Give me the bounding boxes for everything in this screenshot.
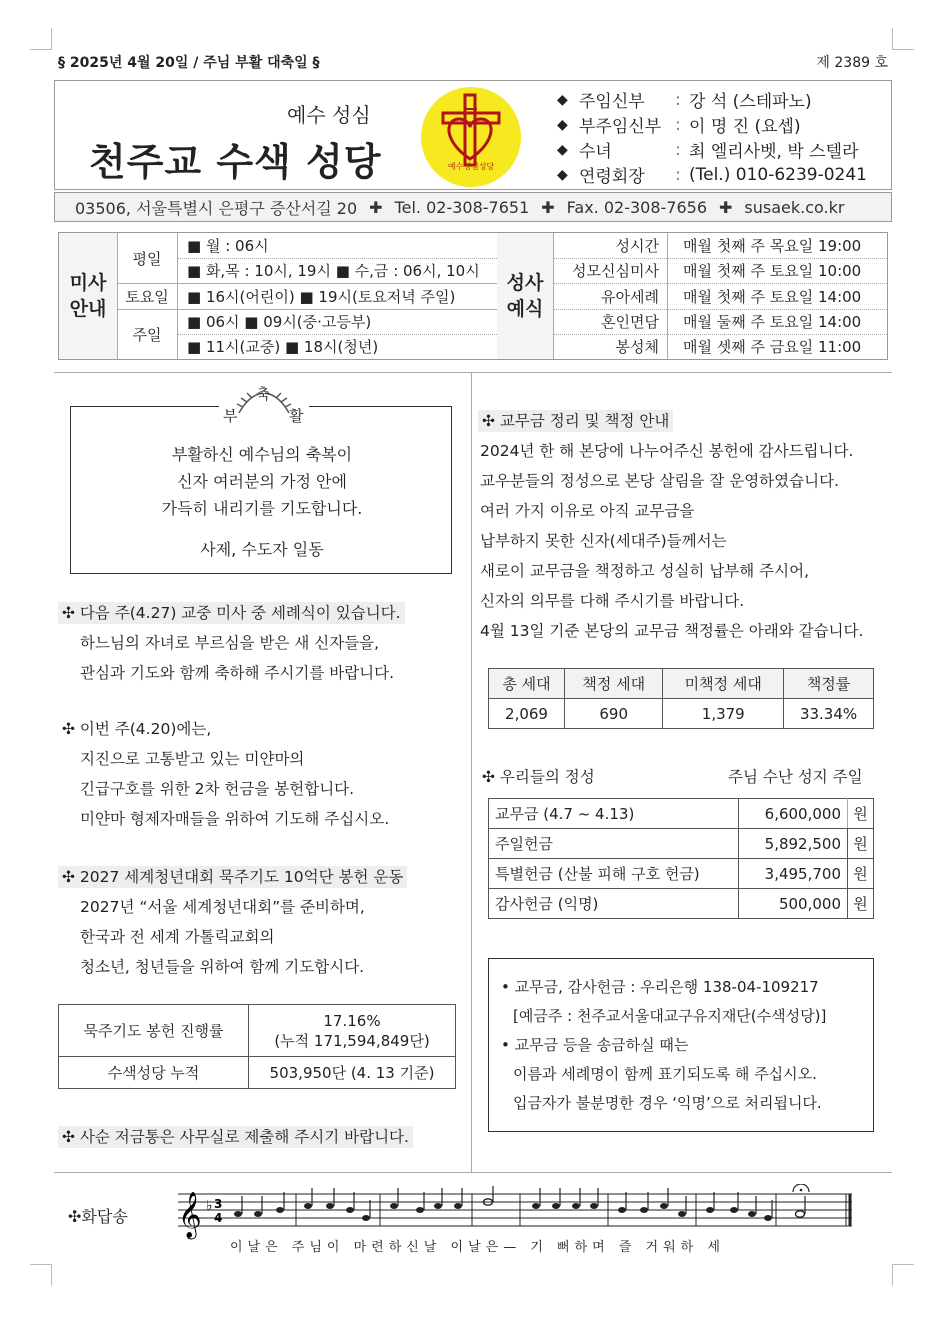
saturday-label: 토요일 (125, 287, 169, 306)
weekday-mass-1: ■ 월 : 06시 (187, 237, 269, 255)
offering-unit: 원 (848, 799, 874, 829)
staff-name: 강 석 (스테파노) (689, 92, 812, 112)
staff-row (557, 112, 887, 137)
offering-unit: 원 (848, 829, 874, 859)
sacrament-time: 매월 둘째 주 토요일 14:00 (683, 313, 862, 331)
sacrament-time: 매월 첫째 주 토요일 14:00 (683, 287, 862, 306)
cross-icon: ✚ (719, 197, 733, 217)
logo-text: 예수성심성당 (447, 162, 495, 171)
payment-account: • 교무금, 감사헌금 : 우리은행 138-04-109217 (501, 978, 819, 996)
parish-rosary-value: 503,950단 (4. 13 기준) (249, 1057, 456, 1089)
table-cell: 2,069 (489, 699, 565, 729)
cross-icon: ✚ (541, 197, 555, 217)
table-cell: 33.34% (784, 699, 874, 729)
sunday-mass-2: ■ 11시(교중) ■ 18시(청년) (187, 338, 379, 356)
offerings-head: ✣ 우리들의 정성 (482, 768, 595, 786)
dues-body: 2024년 한 해 본당에 나누어주신 봉헌에 감사드립니다. 교우분들의 정성으로 본당 살림을 잘 운영하였습니다. 여러 가지 이유로 아직 교무금을 납부하지 못한 신자(세대주)들께서는 새로이 교무금을 책정하고 성실히 납부해 주시어, 신자의 의무를 다해 주시기를 바랍니다. 4월 13일 기준 본당의 교무금 책정률은 아래와 같습니다. (480, 442, 864, 640)
weekday-mass-2: ■ 화,목 : 10시, 19시 ■ 수,금 : 06시, 10시 (187, 262, 480, 280)
table-row (489, 889, 874, 919)
table-row (489, 799, 874, 829)
svg-text:4: 4 (214, 1211, 223, 1225)
staff-row (557, 162, 887, 187)
payment-transfer-detail: 이름과 세례명이 함께 표기되도록 해 주십시오. (513, 1065, 817, 1083)
cross-heart-icon (421, 87, 521, 187)
payment-holder: [예금주 : 천주교서울대교구유지재단(수색성당)] (513, 1007, 827, 1025)
offering-name: 교무금 (4.7 ~ 4.13) (489, 799, 739, 829)
sunday-label: 주일 (132, 325, 162, 344)
staff-name: (Tel.) 010-6239-0241 (689, 164, 867, 185)
easter-line: 가득히 내리기를 기도합니다. (161, 499, 363, 518)
sacrament-name: 유아세례 (601, 287, 659, 306)
bulletin-date: § 2025년 4월 20일 / 주님 부활 대축일 § (58, 55, 320, 71)
staff-role: 주임신부 (579, 92, 645, 112)
payment-transfer: • 교무금 등을 송금하실 때는 (501, 1036, 689, 1054)
offering-amount: 6,600,000 (739, 799, 848, 829)
diamond-icon: ◆ (557, 91, 568, 108)
staff-name: 최 엘리사벳, 박 스텔라 (689, 142, 859, 162)
sacrament-label: 성사 예식 (497, 233, 553, 359)
offering-name: 주일헌금 (489, 829, 739, 859)
easter-title-top: 축 (256, 385, 271, 403)
crop-mark (892, 28, 914, 50)
cross-icon: ✚ (369, 197, 383, 217)
colon: : (675, 114, 681, 135)
easter-greeting-box (70, 385, 452, 574)
offering-amount: 5,892,500 (739, 829, 848, 859)
section-divider (54, 1172, 892, 1173)
diamond-icon: ◆ (557, 166, 568, 183)
staff-role: 연령회장 (579, 167, 645, 187)
bulletin-date-line (58, 50, 888, 74)
column-divider (471, 372, 472, 1172)
staff-role: 수녀 (579, 142, 612, 162)
offering-amount: 500,000 (739, 889, 848, 919)
sacrament-time: 매월 첫째 주 토요일 10:00 (683, 262, 862, 280)
sacrament-time: 매월 셋째 주 금요일 11:00 (683, 338, 862, 356)
sacrament-name: 성시간 (615, 237, 659, 255)
table-cell: 690 (565, 699, 663, 729)
sacrament-name: 혼인면담 (601, 313, 659, 331)
issue-number: 제 2389 호 (816, 55, 888, 71)
address: 03506, 서울특별시 은평구 증산서길 20 (75, 198, 358, 218)
staff-role: 부주임신부 (579, 117, 662, 137)
lent-box-notice: ✣ 사순 저금통은 사무실로 제출해 주시기 바랍니다. (58, 1126, 413, 1148)
staff-name: 이 명 진 (요셉) (689, 117, 801, 137)
offering-unit: 원 (848, 889, 874, 919)
easter-title-right: 활 (289, 407, 304, 425)
mass-schedule (58, 232, 888, 360)
sacrament-name: 성모신심미사 (572, 262, 659, 280)
notice-myanmar-head: ✣ 이번 주(4.20)에는, (62, 720, 212, 738)
address-bar (54, 192, 892, 222)
staff-row (557, 137, 887, 162)
offering-name: 감사헌금 (익명) (489, 889, 739, 919)
offerings-week: 주님 수난 성지 주일 (728, 768, 863, 786)
table-header: 미책정 세대 (663, 669, 784, 699)
easter-signature: 사제, 수도자 일동 (200, 540, 324, 559)
sacrament-name: 봉성체 (615, 338, 659, 356)
saturday-mass: ■ 16시(어린이) ■ 19시(토요저녁 주일) (187, 287, 456, 306)
parish-logo (421, 87, 521, 187)
weekday-label: 평일 (132, 249, 162, 268)
table-cell: 1,379 (663, 699, 784, 729)
parish-rosary-label: 수색성당 누적 (59, 1057, 249, 1089)
rosary-progress-table (58, 1004, 456, 1089)
easter-line: 부활하신 예수님의 축복이 (171, 445, 353, 464)
table-row (489, 859, 874, 889)
sunday-mass-1: ■ 06시 ■ 09시(중·고등부) (187, 313, 372, 331)
crop-mark (30, 28, 52, 50)
svg-text:♭: ♭ (206, 1198, 213, 1214)
psalm-label: ✣화답송 (68, 1207, 128, 1226)
staff-list (557, 87, 887, 187)
sacrament-time: 매월 첫째 주 목요일 19:00 (683, 237, 862, 255)
crop-mark (30, 1264, 52, 1286)
parish-title: 천주교 수색 성당 (89, 140, 382, 184)
dues-rate-table (488, 668, 874, 729)
offering-name: 특별헌금 (산불 피해 구호 헌금) (489, 859, 739, 889)
telephone: Tel. 02-308-7651 (394, 197, 530, 217)
diamond-icon: ◆ (557, 141, 568, 158)
notice-baptism-head: ✣ 다음 주(4.27) 교중 미사 중 세례식이 있습니다. (58, 602, 405, 624)
crop-mark (892, 1264, 914, 1286)
diamond-icon: ◆ (557, 116, 568, 133)
payment-notice (488, 958, 874, 1132)
dues-head: ✣ 교무금 정리 및 책정 안내 (478, 410, 673, 432)
table-header: 책정 세대 (565, 669, 663, 699)
psalm-lyrics: 이날은 주님이 마련하신날 이날은— 기 뻐하며 즐 거워하 세 (230, 1240, 725, 1255)
section-divider (54, 372, 892, 373)
easter-message (71, 441, 453, 522)
easter-title-left: 부 (223, 407, 238, 425)
rosary-progress-value: 17.16% (누적 171,594,849단) (249, 1005, 456, 1057)
offerings-table (488, 798, 874, 919)
rosary-progress-label: 묵주기도 봉헌 진행률 (59, 1005, 249, 1057)
notice-baptism-body: 하느님의 자녀로 부르심을 받은 새 신자들을, 관심과 기도와 함께 축하해 주시기를 바랍니다. (80, 634, 395, 682)
table-header: 책정률 (784, 669, 874, 699)
table-header: 총 세대 (489, 669, 565, 699)
notice-wyd-body: 2027년 “서울 세계청년대회”를 준비하며, 한국과 전 세계 가톨릭교회의 청소년, 청년들을 위하여 함께 기도합시다. (80, 898, 365, 976)
fax: Fax. 02-308-7656 (566, 197, 708, 217)
notice-wyd-head: ✣ 2027 세계청년대회 묵주기도 10억단 봉헌 운동 (58, 866, 407, 888)
staff-row (557, 87, 887, 112)
music-staff-icon (60, 1184, 860, 1244)
svg-text:𝄞: 𝄞 (178, 1192, 202, 1238)
payment-anonymous: 입금자가 불분명한 경우 ‘익명’으로 처리됩니다. (513, 1094, 822, 1112)
mass-label: 미사 안내 (59, 233, 117, 359)
parish-subtitle: 예수 성심 (287, 103, 371, 127)
offering-amount: 3,495,700 (739, 859, 848, 889)
colon: : (675, 139, 681, 160)
notice-myanmar-body: 지진으로 고통받고 있는 미얀마의 긴급구호를 위한 2차 헌금을 봉헌합니다. 미얀마 형제자매들을 위하여 기도해 주십시오. (80, 750, 390, 828)
parish-header (54, 80, 892, 190)
website[interactable]: susaek.co.kr (744, 197, 845, 217)
colon: : (675, 164, 681, 185)
easter-title (219, 383, 309, 429)
colon: : (675, 89, 681, 110)
offering-unit: 원 (848, 859, 874, 889)
easter-line: 신자 여러분의 가정 안에 (177, 472, 347, 491)
table-row (489, 829, 874, 859)
svg-text:3: 3 (214, 1197, 223, 1211)
